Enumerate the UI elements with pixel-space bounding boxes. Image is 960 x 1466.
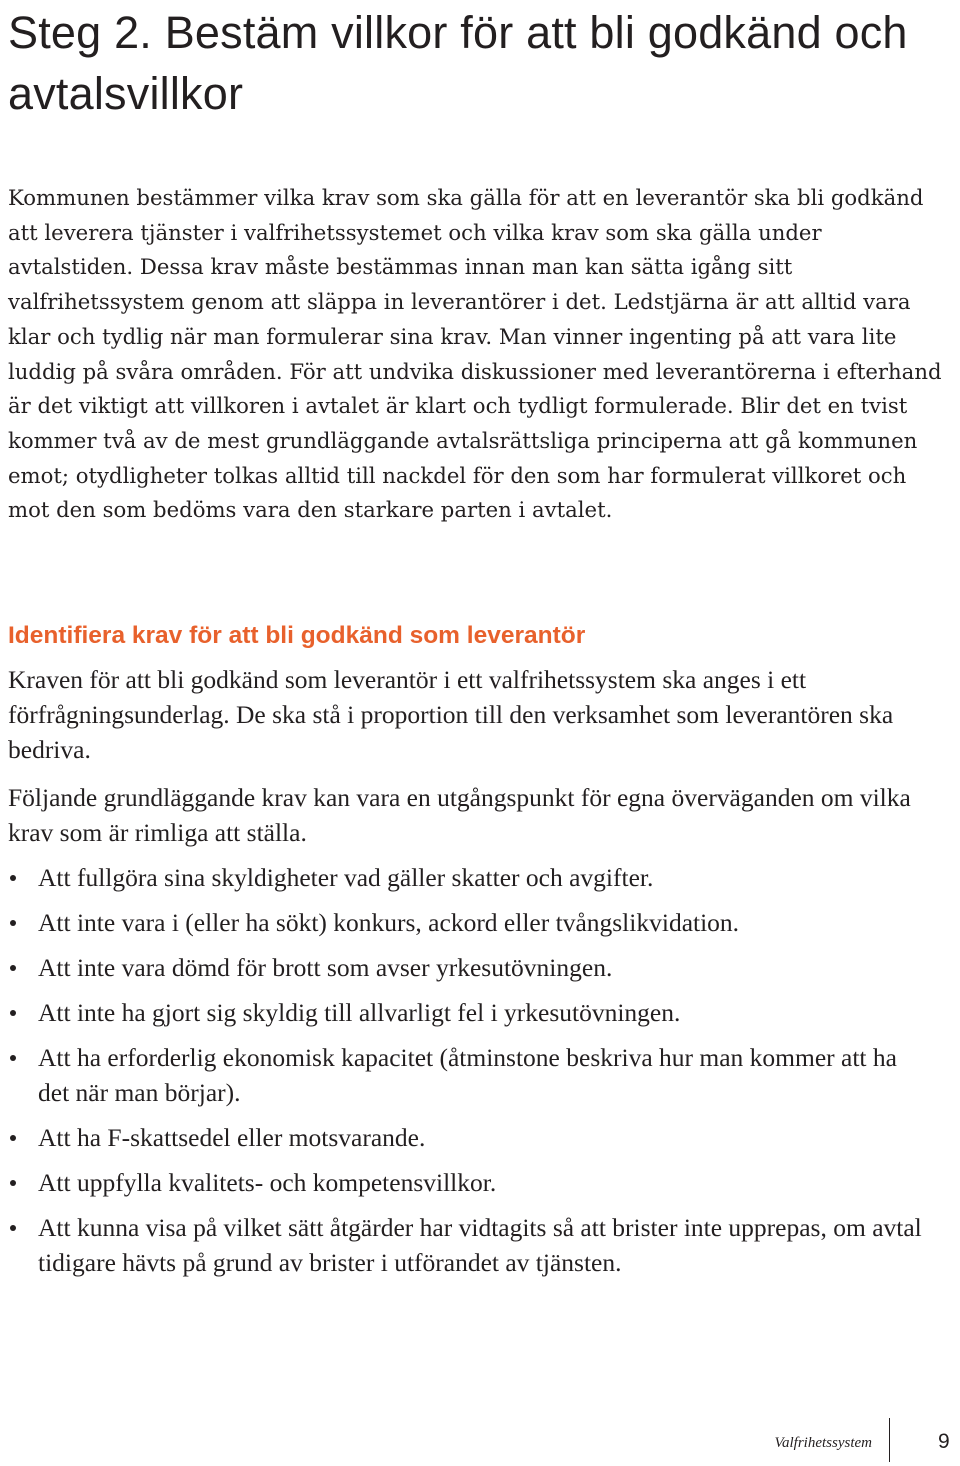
bullet-icon [10,1055,16,1061]
requirement-item [0,950,930,985]
bullet-icon [10,875,16,881]
footer-label: Valfrihetssystem [774,1435,872,1451]
requirement-item [0,1120,930,1155]
page-title: Steg 2. Bestäm villkor för att bli godkänd och avtalsvillkor [8,7,908,119]
bullet-icon [10,920,16,926]
requirement-text: Att ha erforderlig ekonomisk kapacitet (åtminstone beskriva hur man kommer att ha det när man börjar). [38,1043,897,1107]
requirement-text: Att ha F-skattsedel eller motsvarande. [38,1123,426,1152]
requirement-item [0,1040,930,1110]
page-number: 9 [938,1430,950,1453]
requirement-item [0,860,930,895]
requirement-text: Att fullgöra sina skyldigheter vad gäller skatter och avgifter. [38,863,654,892]
section-heading: Identifiera krav för att bli godkänd som leverantör [8,622,586,649]
requirements-list [0,860,930,1290]
section-paragraph-1: Kraven för att bli godkänd som leverantör i ett valfrihetssystem ska anges i ett förfrågningsunderlag. De ska stå i proportion till den verksamhet som leverantören ska bedriva. [8,665,894,764]
footer-divider [889,1418,890,1462]
bullet-icon [10,965,16,971]
requirement-item [0,995,930,1030]
requirement-text: Att uppfylla kvalitets- och kompetensvillkor. [38,1168,497,1197]
bullet-icon [10,1010,16,1016]
requirement-text: Att kunna visa på vilket sätt åtgärder har vidtagits så att brister inte upprepas, om avtal tidigare hävts på grund av brister i utförandet av tjänsten. [38,1213,922,1277]
requirement-text: Att inte vara i (eller ha sökt) konkurs, ackord eller tvångslikvidation. [38,908,740,937]
requirement-item [0,1210,930,1280]
requirement-text: Att inte ha gjort sig skyldig till allvarligt fel i yrkesutövningen. [38,998,681,1027]
intro-paragraph: Kommunen bestämmer vilka krav som ska gälla för att en leverantör ska bli godkänd att leverera tjänster i valfrihetssystemet och vilka krav som ska gälla under avtalstiden. Dessa krav måste bestämmas innan man kan sätta igång sitt valfrihetssystem genom att släppa in leverantörer i det. Ledstjärna är att alltid vara klar och tydlig när man formulerar sina krav. Man vinner ingenting på att vara lite luddig på svåra områden. För att undvika diskussioner med leverantörerna i efterhand är det viktigt att villkoren i avtalet är klart och tydligt formulerade. Blir det en tvist kommer två av de mest grundläggande avtalsrättsliga principerna att gå kommunen emot; otydligheter tolkas alltid till nackdel för den som har formulerat villkoret och mot den som bedöms vara den starkare parten i avtalet. [8,185,942,523]
bullet-icon [10,1225,16,1231]
section-paragraph-2: Följande grundläggande krav kan vara en utgångspunkt för egna överväganden om vilka krav som är rimliga att ställa. [8,783,911,847]
bullet-icon [10,1180,16,1186]
requirement-item [0,905,930,940]
bullet-icon [10,1135,16,1141]
requirement-text: Att inte vara dömd för brott som avser yrkesutövningen. [38,953,613,982]
requirement-item [0,1165,930,1200]
